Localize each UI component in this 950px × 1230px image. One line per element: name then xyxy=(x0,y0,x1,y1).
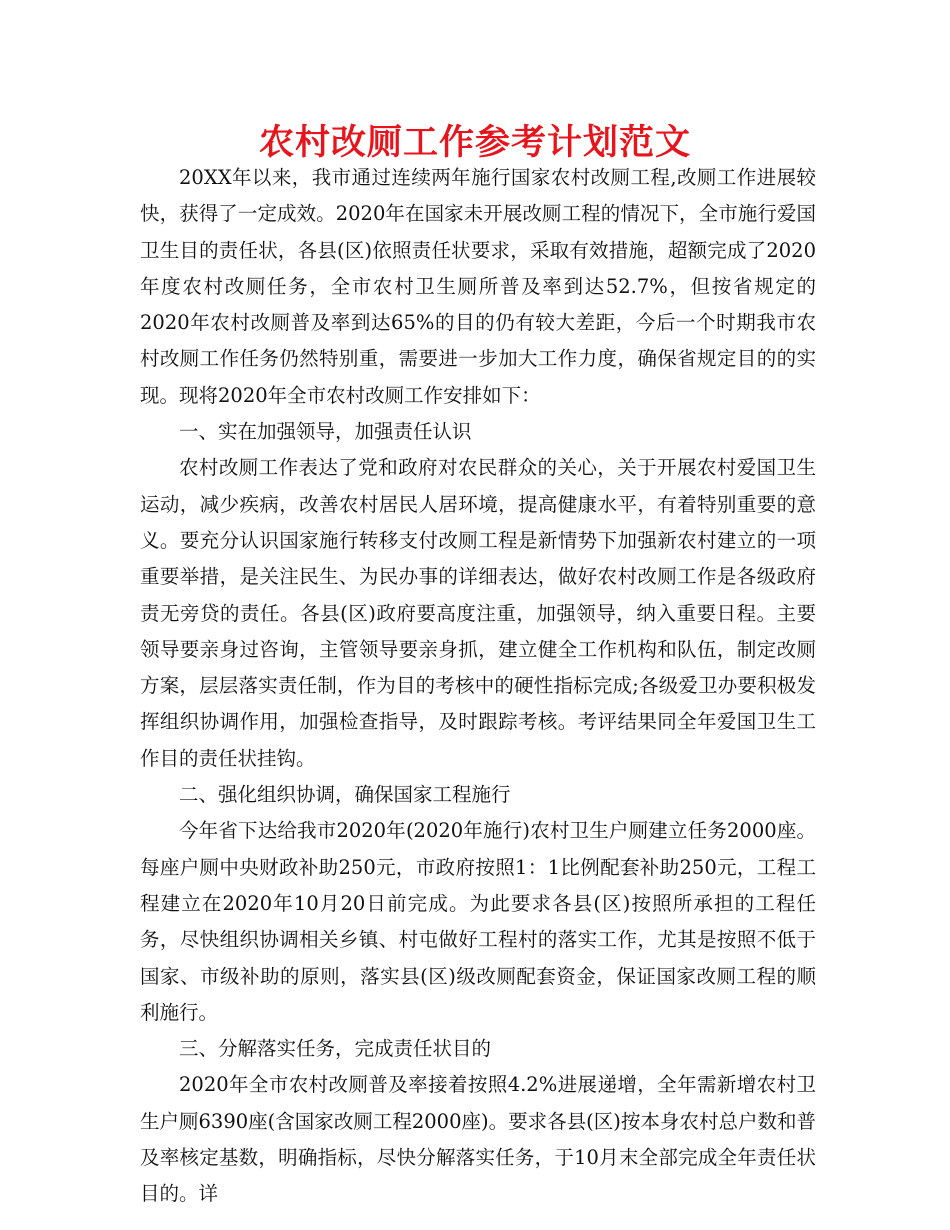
section-heading-2: 二、强化组织协调，确保国家工程施行 xyxy=(179,783,511,807)
intro-paragraph: 20XX年以来，我市通过连续两年施行国家农村改厕工程,改厕工作进展较快，获得了一定成效。2020年在国家未开展改厕工程的情况下，全市施行爱国卫生目的责任状，各县(区)依照责任状要求，采取有效措施，超额完成了2020年度农村改厕任务，全市农村卫生厕所普及率到达52.7%，但按省规定的2020年农村改厕普及率到达65%的目的仍有较大差距，今后一个时期我市农村改厕工作任务仍然特别重，需要进一步加大工作力度，确保省规定目的的实现。现将2020年全市农村改厕工作安排如下： xyxy=(140,166,816,407)
section-heading-1: 一、实在加强领导，加强责任认识 xyxy=(179,420,472,444)
section-3-paragraph: 2020年全市农村改厕普及率接着按照4.2%进展递增，全年需新增农村卫生户厕6390座(含国家改厕工程2000座)。要求各县(区)按本身农村总户数和普及率核定基数，明确指标，尽快分解落实任务，于10月末全部完成全年责任状目的。详 xyxy=(140,1073,816,1206)
section-heading-3: 三、分解落实任务，完成责任状目的 xyxy=(179,1037,492,1061)
document-title: 农村改厕工作参考计划范文 xyxy=(258,123,691,163)
section-2-paragraph: 今年省下达给我市2020年(2020年施行)农村卫生户厕建立任务2000座。每座户厕中央财政补助250元，市政府按照1：1比例配套补助250元，工程工程建立在2020年10月20日前完成。为此要求各县(区)按照所承担的工程任务，尽快组织协调相关乡镇、村屯做好工程村的落实工作，尤其是按照不低于国家、市级补助的原则，落实县(区)级改厕配套资金，保证国家改厕工程的顺利施行。 xyxy=(140,819,816,1024)
document-body xyxy=(140,160,816,1213)
section-1-paragraph: 农村改厕工作表达了党和政府对农民群众的关心，关于开展农村爱国卫生运动，减少疾病，改善农村居民人居环境，提高健康水平，有着特别重要的意义。要充分认识国家施行转移支付改厕工程是新情势下加强新农村建立的一项重要举措，是关注民生、为民办事的详细表达，做好农村改厕工作是各级政府责无旁贷的责任。各县(区)政府要高度注重，加强领导，纳入重要日程。主要领导要亲身过咨询，主管领导要亲身抓，建立健全工作机构和队伍，制定改厕方案，层层落实责任制，作为目的考核中的硬性指标完成;各级爱卫办要积极发挥组织协调作用，加强检查指导，及时跟踪考核。考评结果同全年爱国卫生工作目的责任状挂钩。 xyxy=(140,456,816,770)
